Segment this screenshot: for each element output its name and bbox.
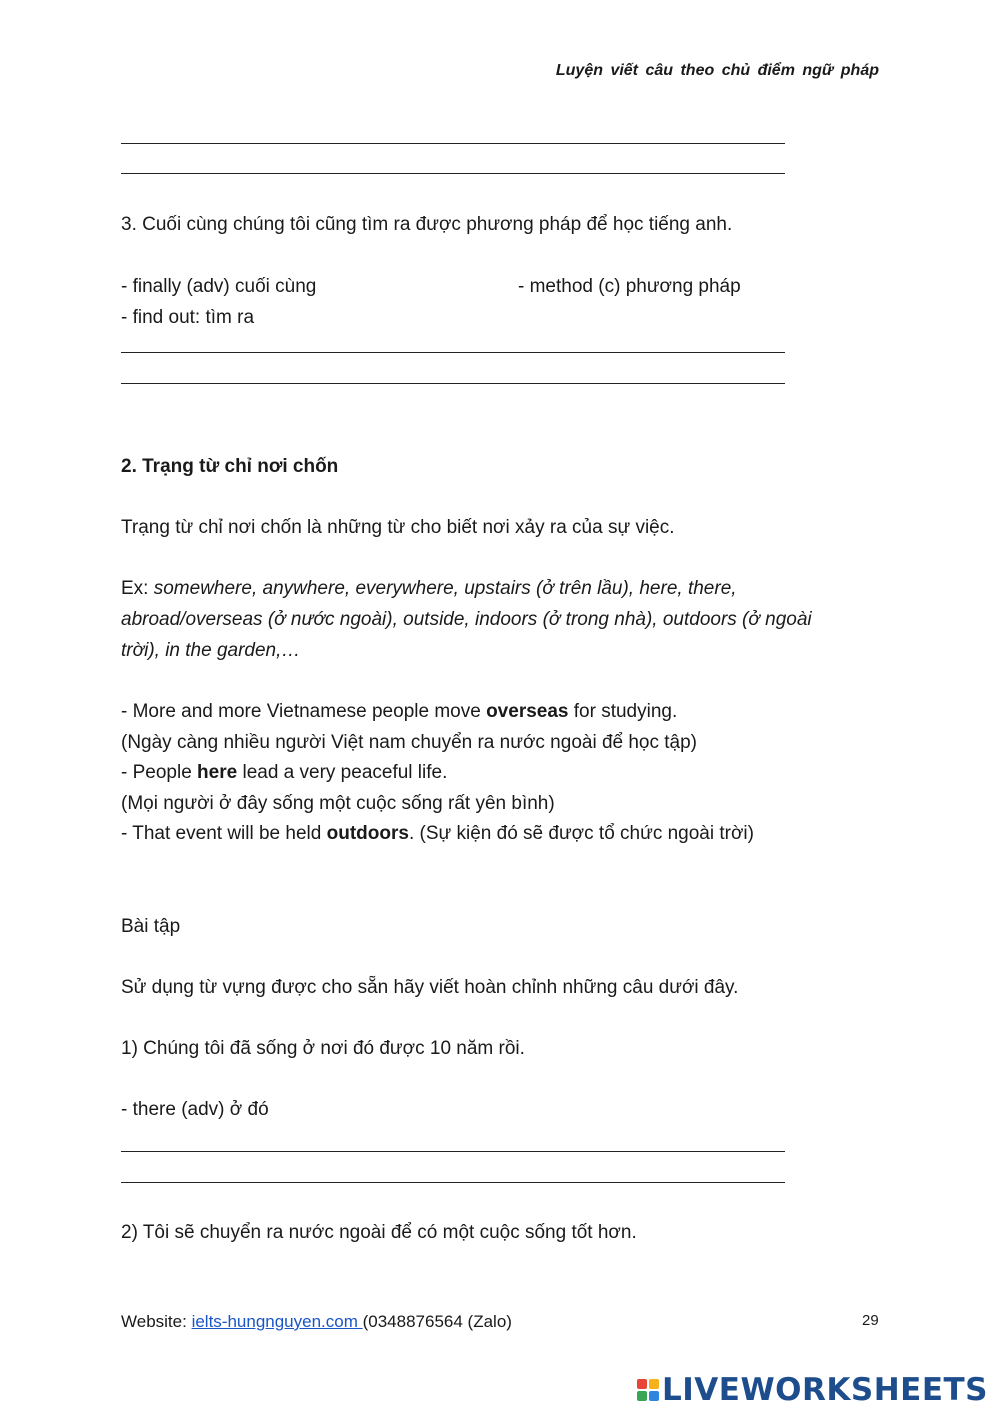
logo-text: LIVEWORKSHEETS <box>662 1372 988 1408</box>
liveworksheets-logo <box>637 1372 988 1408</box>
website-label: Website: <box>121 1312 192 1331</box>
ex-words: somewhere, anywhere, everywhere, upstairs (ở trên lầu), here, there, <box>153 578 737 599</box>
exercise-question-2: 2) Tôi sẽ chuyển ra nước ngoài để có một cuộc sống tốt hơn. <box>121 1222 637 1243</box>
footer <box>121 1312 512 1332</box>
section-heading: 2. Trạng từ chỉ nơi chốn <box>121 456 339 477</box>
ex-label: Ex: <box>121 578 154 599</box>
exercise-instruction: Sử dụng từ vựng được cho sẵn hãy viết hoàn chỉnh những câu dưới đây. <box>121 977 739 998</box>
answer-line[interactable] <box>121 1151 785 1152</box>
answer-line[interactable] <box>121 1182 785 1183</box>
example-adverb: here <box>197 762 238 783</box>
website-link[interactable]: ielts-hungnguyen.com <box>191 1312 363 1331</box>
answer-line[interactable] <box>121 383 785 384</box>
answer-line[interactable] <box>121 143 785 144</box>
logo-grid-icon <box>637 1379 659 1401</box>
page-number: 29 <box>862 1312 879 1329</box>
answer-line[interactable] <box>121 352 785 353</box>
contact-info: (0348876564 (Zalo) <box>362 1312 512 1331</box>
vocab-finally: - finally (adv) cuối cùng <box>121 276 317 297</box>
example-text: - More and more Vietnamese people move <box>121 701 487 722</box>
example-translation-2: (Mọi người ở đây sống một cuộc sống rất yên bình) <box>121 793 555 814</box>
logo-square <box>637 1379 647 1389</box>
vocab-there: - there (adv) ở đó <box>121 1099 269 1120</box>
example-words-line-2: abroad/overseas (ở nước ngoài), outside, indoors (ở trong nhà), outdoors (ở ngoài <box>121 609 812 630</box>
logo-square <box>649 1379 659 1389</box>
example-words-line-1 <box>121 578 737 600</box>
example-text: lead a very peaceful life. <box>237 762 448 783</box>
exercise-title: Bài tập <box>121 916 181 937</box>
vocab-find-out: - find out: tìm ra <box>121 307 255 328</box>
exercise-question-1: 1) Chúng tôi đã sống ở nơi đó được 10 năm rồi. <box>121 1038 525 1059</box>
example-text: - That event will be held <box>121 823 327 844</box>
logo-square <box>649 1391 659 1401</box>
vocab-method: - method (c) phương pháp <box>518 276 741 297</box>
example-text: - People <box>121 762 198 783</box>
example-words-line-3: trời), in the garden,… <box>121 640 301 661</box>
example-text: . (Sự kiện đó sẽ được tổ chức ngoài trời) <box>408 823 754 844</box>
example-sentence-3 <box>121 823 754 845</box>
logo-square <box>637 1391 647 1401</box>
running-header: Luyện viết câu theo chủ điểm ngữ pháp <box>555 62 879 79</box>
example-adverb: overseas <box>486 701 569 722</box>
answer-line[interactable] <box>121 173 785 174</box>
example-sentence-2 <box>121 762 447 784</box>
example-text: for studying. <box>568 701 678 722</box>
example-adverb: outdoors <box>326 823 409 844</box>
definition: Trạng từ chỉ nơi chốn là những từ cho biết nơi xảy ra của sự việc. <box>121 517 675 538</box>
question-3: 3. Cuối cùng chúng tôi cũng tìm ra được phương pháp để học tiếng anh. <box>121 214 733 235</box>
example-translation-1: (Ngày càng nhiều người Việt nam chuyển ra nước ngoài để học tập) <box>121 732 698 753</box>
example-sentence-1 <box>121 701 677 723</box>
